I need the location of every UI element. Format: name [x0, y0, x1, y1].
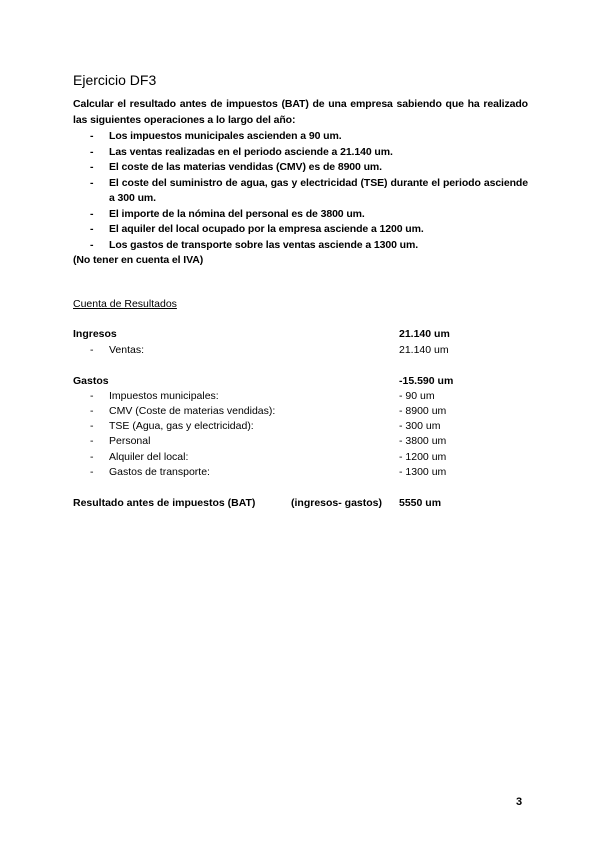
- gastos-item-value: - 1200 um: [399, 451, 447, 463]
- ingresos-item-row: [73, 343, 528, 358]
- gastos-item-value: - 3800 um: [399, 435, 447, 447]
- ingresos-label: Ingresos: [73, 328, 117, 340]
- operation-text: Las ventas realizadas en el periodo asciende a 21.140 um.: [109, 145, 393, 158]
- gastos-label: Gastos: [73, 375, 109, 387]
- list-item: [90, 176, 528, 207]
- gastos-item-label: Impuestos municipales:: [109, 390, 219, 402]
- exercise-title: Ejercicio DF3: [73, 72, 157, 88]
- bat-value: 5550 um: [399, 497, 442, 509]
- item-dash: -: [90, 466, 94, 478]
- operation-text: Los impuestos municipales ascienden a 90 um.: [109, 130, 342, 142]
- gastos-item-row: [73, 465, 528, 480]
- ingresos-total: 21.140 um: [399, 328, 450, 340]
- gastos-item-value: - 90 um: [399, 390, 435, 402]
- list-item: [90, 160, 528, 176]
- intro-text: Calcular el resultado antes de impuestos (BAT) de una empresa sabiendo que ha realizado las siguientes operaciones a lo largo del año:: [73, 98, 528, 126]
- bat-formula: (ingresos- gastos): [291, 497, 383, 509]
- gastos-item-value: - 8900 um: [399, 405, 447, 417]
- operation-text: El importe de la nómina del personal es de 3800 um.: [109, 207, 365, 220]
- list-item: [90, 238, 528, 254]
- item-dash: -: [90, 435, 94, 447]
- bullet-dash: -: [90, 238, 94, 251]
- gastos-item-row: [73, 434, 528, 449]
- item-dash: -: [90, 451, 94, 463]
- gastos-item-label: Alquiler del local:: [109, 451, 189, 463]
- list-item: [90, 207, 528, 223]
- operation-text: Los gastos de transporte sobre las ventas asciende a 1300 um.: [109, 238, 419, 251]
- list-item: [90, 222, 528, 238]
- bullet-dash: -: [90, 223, 94, 235]
- bullet-dash: -: [90, 207, 94, 220]
- gastos-item-row: [73, 450, 528, 465]
- operation-text: El aquiler del local ocupado por la empresa asciende a 1200 um.: [109, 223, 424, 235]
- exercise-statement: [73, 97, 528, 269]
- bullet-dash: -: [90, 176, 94, 189]
- gastos-item-row: [73, 389, 528, 404]
- bullet-dash: -: [90, 145, 94, 158]
- item-dash: -: [90, 390, 94, 402]
- gastos-item-value: - 1300 um: [399, 466, 447, 478]
- list-item: [90, 129, 528, 145]
- vat-note: (No tener en cuenta el IVA): [73, 254, 204, 266]
- list-item: [90, 145, 528, 161]
- bat-label: Resultado antes de impuestos (BAT): [73, 497, 256, 509]
- ingresos-item-value: 21.140 um: [399, 344, 449, 356]
- ingresos-item-label: Ventas:: [109, 344, 145, 356]
- gastos-total: -15.590 um: [399, 375, 454, 387]
- operations-list: [73, 129, 528, 253]
- gastos-item-label: TSE (Agua, gas y electricidad):: [109, 420, 254, 432]
- bat-row: [73, 496, 528, 511]
- bullet-dash: -: [90, 130, 94, 142]
- gastos-item-label: Gastos de transporte:: [109, 466, 210, 478]
- item-dash: -: [90, 420, 94, 432]
- operation-text: El coste del suministro de agua, gas y electricidad (TSE) durante el periodo asciende a 300 um.: [109, 176, 528, 204]
- results-heading: Cuenta de Resultados: [73, 298, 177, 310]
- bullet-dash: -: [90, 161, 94, 173]
- item-dash: -: [90, 344, 94, 356]
- gastos-item-label: CMV (Coste de materias vendidas):: [109, 405, 276, 417]
- item-dash: -: [90, 405, 94, 417]
- gastos-item-label: Personal: [109, 435, 151, 447]
- gastos-row: [73, 374, 528, 389]
- gastos-item-row: [73, 419, 528, 434]
- gastos-item-value: - 300 um: [399, 420, 441, 432]
- operation-text: El coste de las materias vendidas (CMV) es de 8900 um.: [109, 161, 382, 173]
- ingresos-row: [73, 327, 528, 342]
- gastos-item-row: [73, 404, 528, 419]
- page-number: 3: [516, 796, 523, 808]
